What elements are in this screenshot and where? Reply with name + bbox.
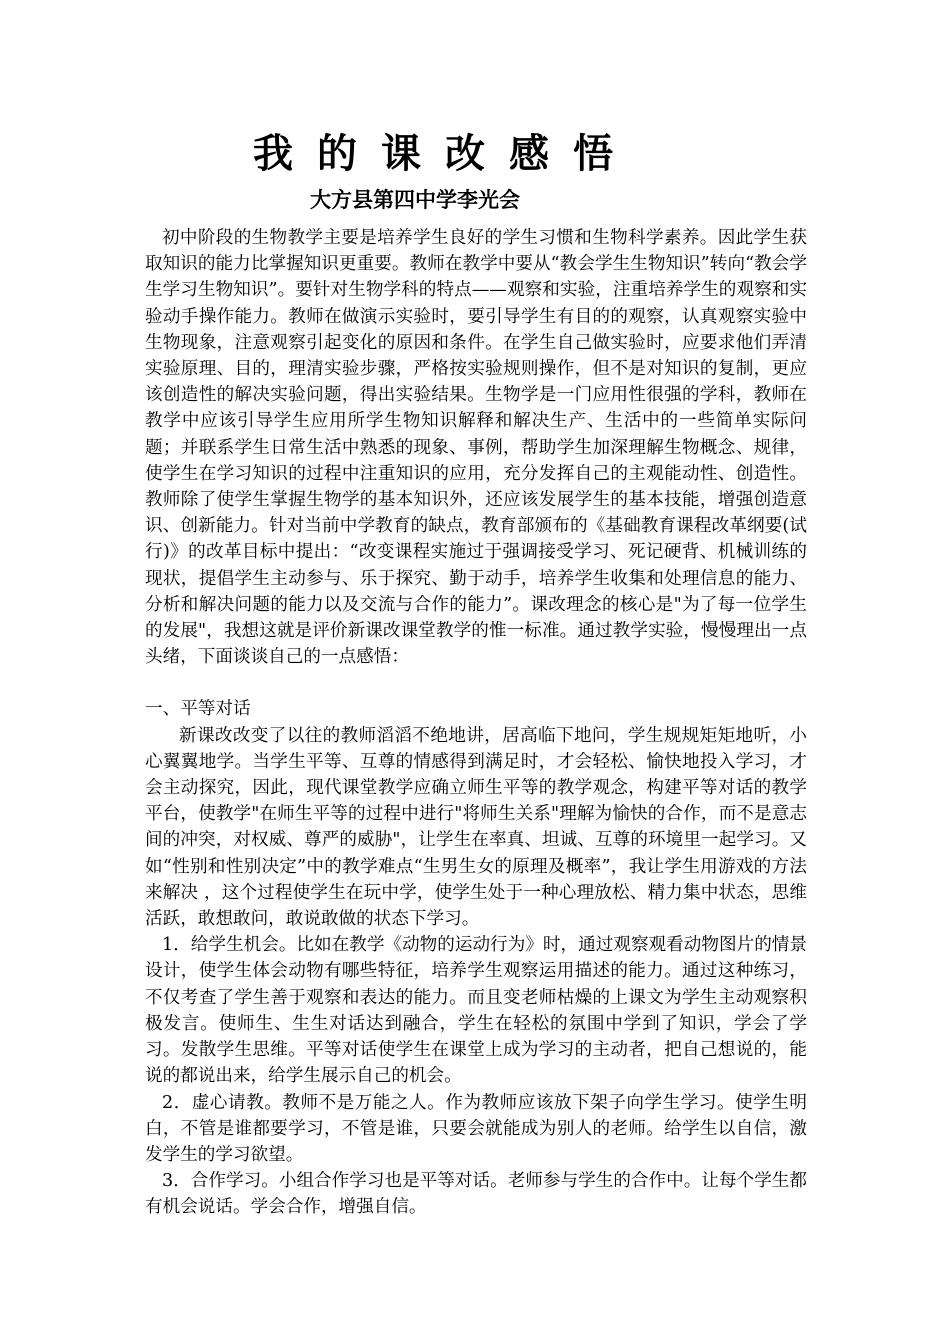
list-item: 1．给学生机会。比如在教学《动物的运动行为》时，通过观察观看动物图片的情景设计，使学生体会动物有哪些特征，培养学生观察运用描述的能力。通过这种练习，不仅考查了学生善于观察和表达的能力。而且变老师枯燥的上课文为学生主动观察积极发言。使师生、生生对话达到融合，学生在轻松的氛围中学到了知识，学会了学习。发散学生思维。平等对话使学生在课堂上成为学习的主动者，把自己想说的，能说的都说出来，给学生展示自己的机会。 [145,935,807,1087]
section-heading: 一、平等对话 [145,699,251,720]
article-body [145,225,807,1221]
intro-paragraph: 初中阶段的生物教学主要是培养学生良好的学生习惯和生物科学素养。因此学生获取知识的能力比掌握知识更重要。教师在教学中要从“教会学生生物知识”转向“教会学生学习生物知识”。要针对生物学科的特点——观察和实验，注重培养学生的观察和实验动手操作能力。教师在做演示实验时，要引导学生有目的的观察，认真观察实验中生物现象，注意观察引起变化的原因和条件。在学生自己做实验时，应要求他们弄清实验原理、目的，理清实验步骤，严格按实验规则操作，但不是对知识的复制，更应该创造性的解决实验问题，得出实验结果。生物学是一门应用性很强的学科，教师在教学中应该引导学生应用所学生物知识解释和解决生产、生活中的一些简单实际问题；并联系学生日常生活中熟悉的现象、事例，帮助学生加深理解生物概念、规律，使学生在学习知识的过程中注重知识的应用，充分发挥自己的主观能动性、创造性。教师除了使学生掌握生物学的基本知识外，还应该发展学生的基本技能，增强创造意识、创新能力。针对当前中学教育的缺点，教育部颁布的《基础教育课程改革纲要(试行)》的改革目标中提出：“改变课程实施过于强调接受学习、死记硬背、机械训练的现状，提倡学生主动参与、乐于探究、勤于动手，培养学生收集和处理信息的能力、分析和解决问题的能力以及交流与合作的能力”。课改理念的核心是"为了每一位学生的发展"，我想这就是评价新课改课堂教学的惟一标准。通过教学实验，慢慢理出一点头绪，下面谈谈自己的一点感悟： [145,228,807,668]
list-item: 3．合作学习。小组合作学习也是平等对话。老师参与学生的合作中。让每个学生都有机会说话。学会合作，增强自信。 [145,1171,807,1218]
page-title: 我的课改感悟 [253,130,637,177]
section-paragraph: 新课改改变了以往的教师滔滔不绝地讲，居高临下地问，学生规规矩矩地听，小心翼翼地学。当学生平等、互尊的情感得到满足时，才会轻松、愉快地投入学习，才会主动探究，因此，现代课堂教学应确立师生平等的教学观念，构建平等对话的教学平台，使教学"在师生平等的过程中进行"将师生关系"理解为愉快的合作，而不是意志间的冲突，对权威、尊严的威胁"，让学生在率真、坦诚、互尊的环境里一起学习。又如“性别和性别决定”中的教学难点“生男生女的原理及概率”，我让学生用游戏的方法来解决 ，这个过程使学生在玩中学，使学生处于一种心理放松、精力集中状态，思维活跃，敢想敢问，敢说敢做的状态下学习。 [145,725,807,930]
author-line: 大方县第四中学李光会 [310,187,520,212]
list-item: 2．虚心请教。教师不是万能之人。作为教师应该放下架子向学生学习。使学生明白，不管是谁都要学习，不管是谁，只要会就能成为别人的老师。给学生以自信，激发学生的学习欲望。 [145,1092,807,1165]
